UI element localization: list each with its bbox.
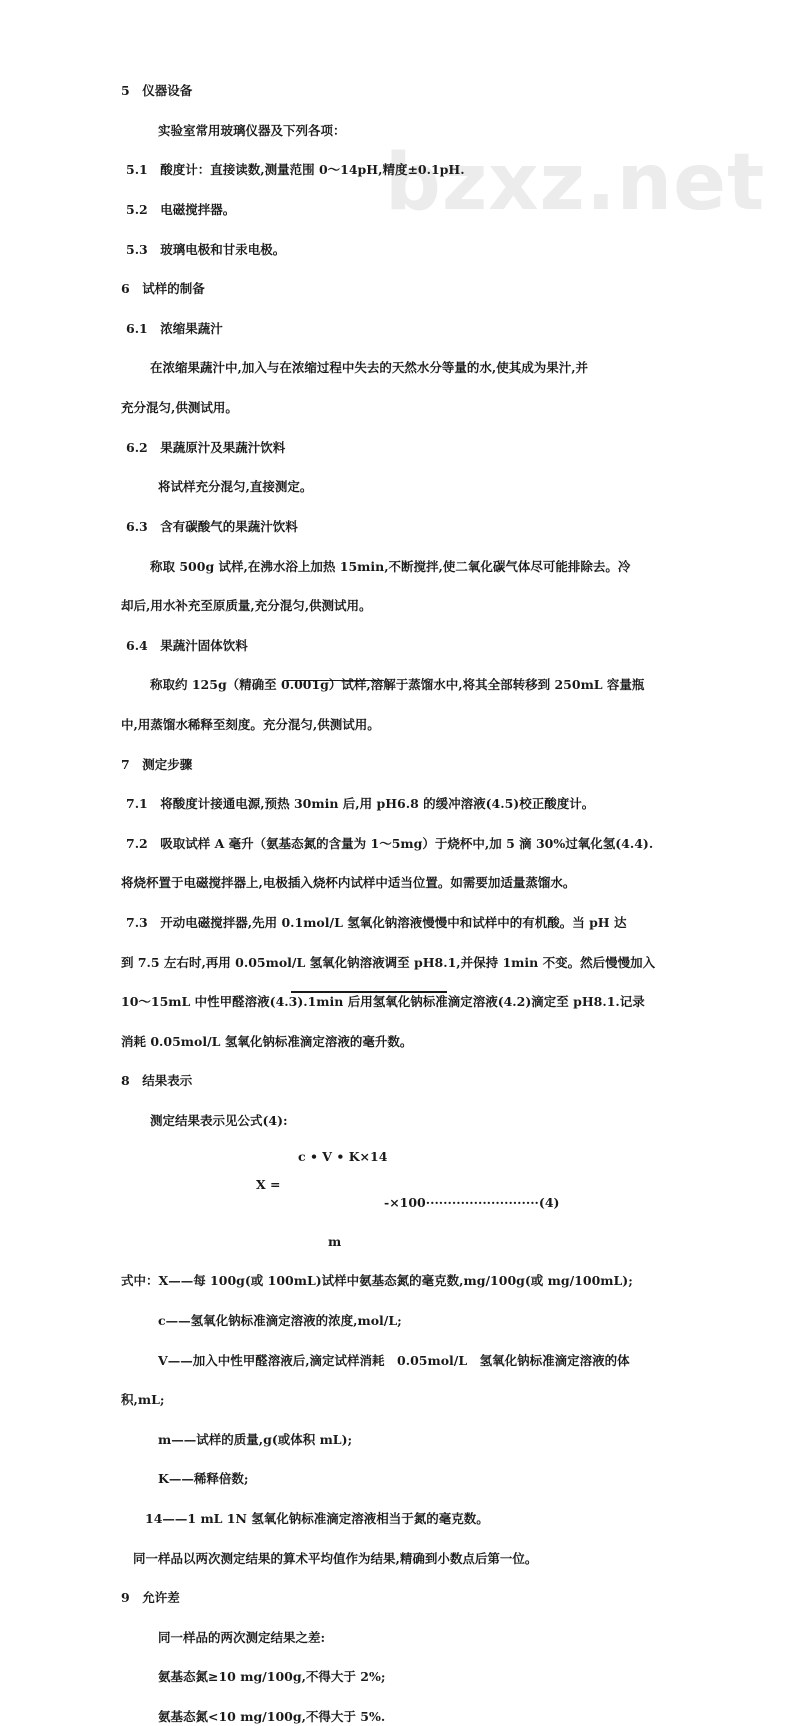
paragraph-line: 充分混匀,供测试用。 [121,400,238,415]
paragraph-line: 将烧杯置于电磁搅拌器上,电极插入烧杯内试样中适当位置。如需要加适量蒸馏水。 [121,875,576,890]
paragraph-line: 称取约 125g（精确至 0.001g）试样,溶解于蒸馏水中,将其全部转移到 250mL 容量瓶 [150,677,645,692]
formula-denominator: m [328,1234,342,1249]
subsection-line: 7.3 开动电磁搅拌器,先用 0.1mol/L 氢氧化钠溶液慢慢中和试样中的有机酸。当 pH 达 [126,915,627,930]
definition-line: K——稀释倍数; [158,1471,249,1486]
paragraph-line: 10～15mL 中性甲醛溶液(4.3).1min 后用氢氧化钠标准滴定溶液(4.2)滴定至 pH8.1.记录 [121,994,645,1009]
subsection-heading: 6.3 含有碳酸气的果蔬汁饮料 [126,519,298,534]
paragraph-line: 氨基态氮≥10 mg/100g,不得大于 2%; [158,1669,386,1684]
paragraph-line: 中,用蒸馏水稀释至刻度。充分混匀,供测试用。 [121,717,380,732]
subsection-heading: 6.1 浓缩果蔬汁 [126,321,223,336]
definition-line: 积,mL; [121,1392,165,1407]
section-heading: 7 测定步骤 [121,757,193,772]
paragraph-line: 在浓缩果蔬汁中,加入与在浓缩过程中失去的天然水分等量的水,使其成为果汁,并 [150,360,589,375]
watermark: bzxz.net [385,138,766,228]
formula-numerator: c • V • K×14 [298,1149,388,1164]
subsection-line: 7.2 吸取试样 A 毫升（氨基态氮的含量为 1～5mg）于烧杯中,加 5 滴 30%过氧化氢(4.4). [126,836,654,851]
formula-lhs: X = [256,1177,281,1192]
subsection-line: 7.1 将酸度计接通电源,预热 30min 后,用 pH6.8 的缓冲溶液(4.5)校正酸度计。 [126,796,595,811]
formula-tail: -×100··························(4) [384,1195,560,1210]
subsection-line: 5.1 酸度计：直接读数,测量范围 0～14pH,精度±0.1pH. [126,162,465,177]
subsection-line: 5.2 电磁搅拌器。 [126,202,236,217]
section-heading: 8 结果表示 [121,1073,193,1088]
paragraph-line: 实验室常用玻璃仪器及下列各项： [158,123,346,138]
paragraph-line: 同一样品的两次测定结果之差: [158,1630,326,1645]
paragraph-line: 氨基态氮<10 mg/100g,不得大于 5%. [158,1709,386,1724]
section-heading: 5 仪器设备 [121,83,193,98]
definition-line: m——试样的质量,g(或体积 mL); [158,1432,353,1447]
paragraph-line: 同一样品以两次测定结果的算术平均值作为结果,精确到小数点后第一位。 [133,1551,538,1566]
subsection-heading: 6.4 果蔬汁固体饮料 [126,638,248,653]
subsection-line: 5.3 玻璃电极和甘汞电极。 [126,242,286,257]
paragraph-line: 却后,用水补充至原质量,充分混匀,供测试用。 [121,598,372,613]
definition-line: 式中：X——每 100g(或 100mL)试样中氨基态氮的毫克数,mg/100g(或 mg/100mL); [121,1273,633,1288]
section-heading: 9 允许差 [121,1590,180,1605]
definition-line: c——氢氧化钠标准滴定溶液的浓度,mol/L; [158,1313,402,1328]
paragraph-line: 消耗 0.05mol/L 氢氧化钠标准滴定溶液的毫升数。 [121,1034,413,1049]
subsection-heading: 6.2 果蔬原汁及果蔬汁饮料 [126,440,286,455]
paragraph-line: 称取 500g 试样,在沸水浴上加热 15min,不断搅拌,使二氧化碳气体尽可能排除去。冷 [150,559,631,574]
definition-line: 14——1 mL 1N 氢氧化钠标准滴定溶液相当于氮的毫克数。 [145,1511,489,1526]
section-heading: 6 试样的制备 [121,281,205,296]
paragraph-line: 将试样充分混匀,直接测定。 [158,479,313,494]
paragraph-line: 测定结果表示见公式(4): [150,1113,288,1128]
paragraph-line: 到 7.5 左右时,再用 0.05mol/L 氢氧化钠溶液调至 pH8.1,并保持 1min 不变。然后慢慢加入 [121,955,656,970]
definition-line: V——加入中性甲醛溶液后,滴定试样消耗 0.05mol/L 氢氧化钠标准滴定溶液的体 [158,1353,630,1368]
